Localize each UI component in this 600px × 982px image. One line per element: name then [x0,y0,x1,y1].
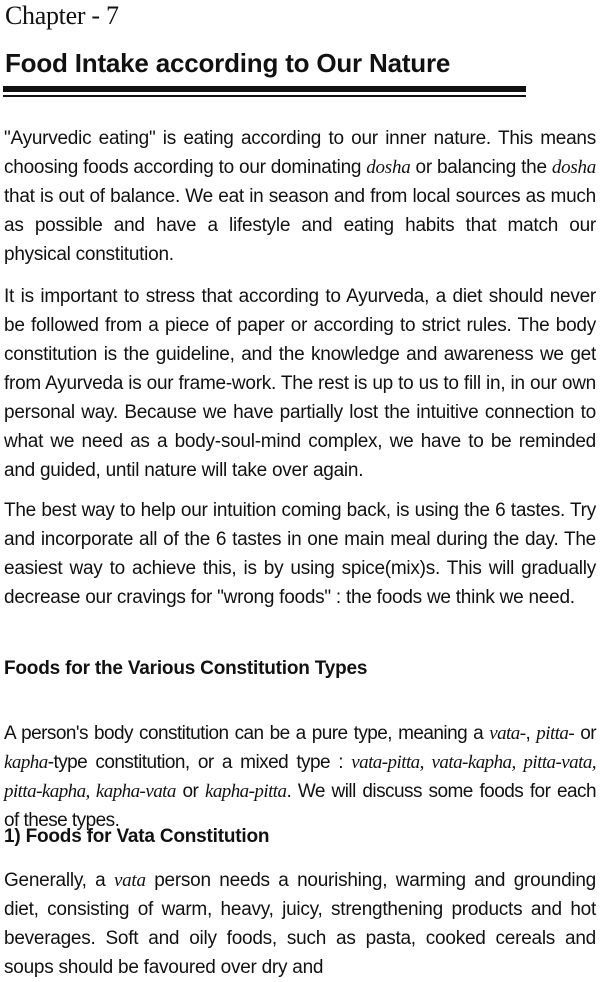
title-rule-thick [3,86,526,92]
paragraph-ayurvedic-eating [4,124,596,269]
paragraph-vata-diet [4,866,596,982]
italic-term: vata [113,870,146,891]
heading-vata-constitution: 1) Foods for Vata Constitution [4,826,270,847]
chapter-title: Food Intake according to Our Nature [5,48,451,78]
text-run: that is out of balance. We eat in season and from local sources as much as possible and have a lifestyle and eating habits that match our physical constitution. [4,186,596,265]
italic-term: vata-pitta, vata-kapha, pitta-vata, pitta-kapha, kapha-vata [4,752,596,802]
italic-term: dosha [551,157,596,178]
text-run: A person's body constitution can be a pure type, meaning a [4,723,490,744]
paragraph-six-tastes: The best way to help our intuition coming back, is using the 6 tastes. Try and incorporate all of the 6 tastes in one main meal during the day. The easiest way to achieve this, is by using spice(mix)s. This will gradually decrease our cravings for "wrong foods" : the foods we think we need. [4,500,596,608]
paragraph-no-strict-rules: It is important to stress that according to Ayurveda, a diet should never be followed from a piece of paper or according to strict rules. The body constitution is the guideline, and the knowledge and awareness we get from Ayurveda is our frame-work. The rest is up to us to fill in, in our own personal way. Because we have partially lost the intuitive connection to what we need as a body-soul-mind complex, we have to be reminded and guided, until nature will take over again. [4,286,596,481]
text-run: -type constitution, or a mixed type : [47,752,352,773]
paragraph-constitution-types [4,719,596,835]
heading-constitution-types: Foods for the Various Constitution Types [4,658,368,679]
text-run: . We will discuss some foods for each of these types. [4,781,596,831]
italic-term: pitta- [536,723,575,744]
italic-term: kapha [4,752,48,773]
text-run: or [175,781,205,802]
italic-term: dosha [366,157,411,178]
text-run: or [574,723,596,744]
text-run: or balancing the [410,157,552,178]
text-run: "Ayurvedic eating" is eating according to our inner nature. This means choosing foods according to our dominating [4,128,596,178]
text-run: , [525,723,537,744]
text-run: Generally, a [4,870,114,891]
text-run: person needs a nourishing, warming and grounding diet, consisting of warm, heavy, juicy, strengthening products and hot beverages. Soft and oily foods, such as pasta, cooked cereals and soups should be favoured over dry and [4,870,596,978]
italic-term: vata- [489,723,526,744]
title-rule-thin [3,95,526,97]
chapter-label: Chapter - 7 [5,1,119,30]
italic-term: kapha-pitta [204,781,287,802]
